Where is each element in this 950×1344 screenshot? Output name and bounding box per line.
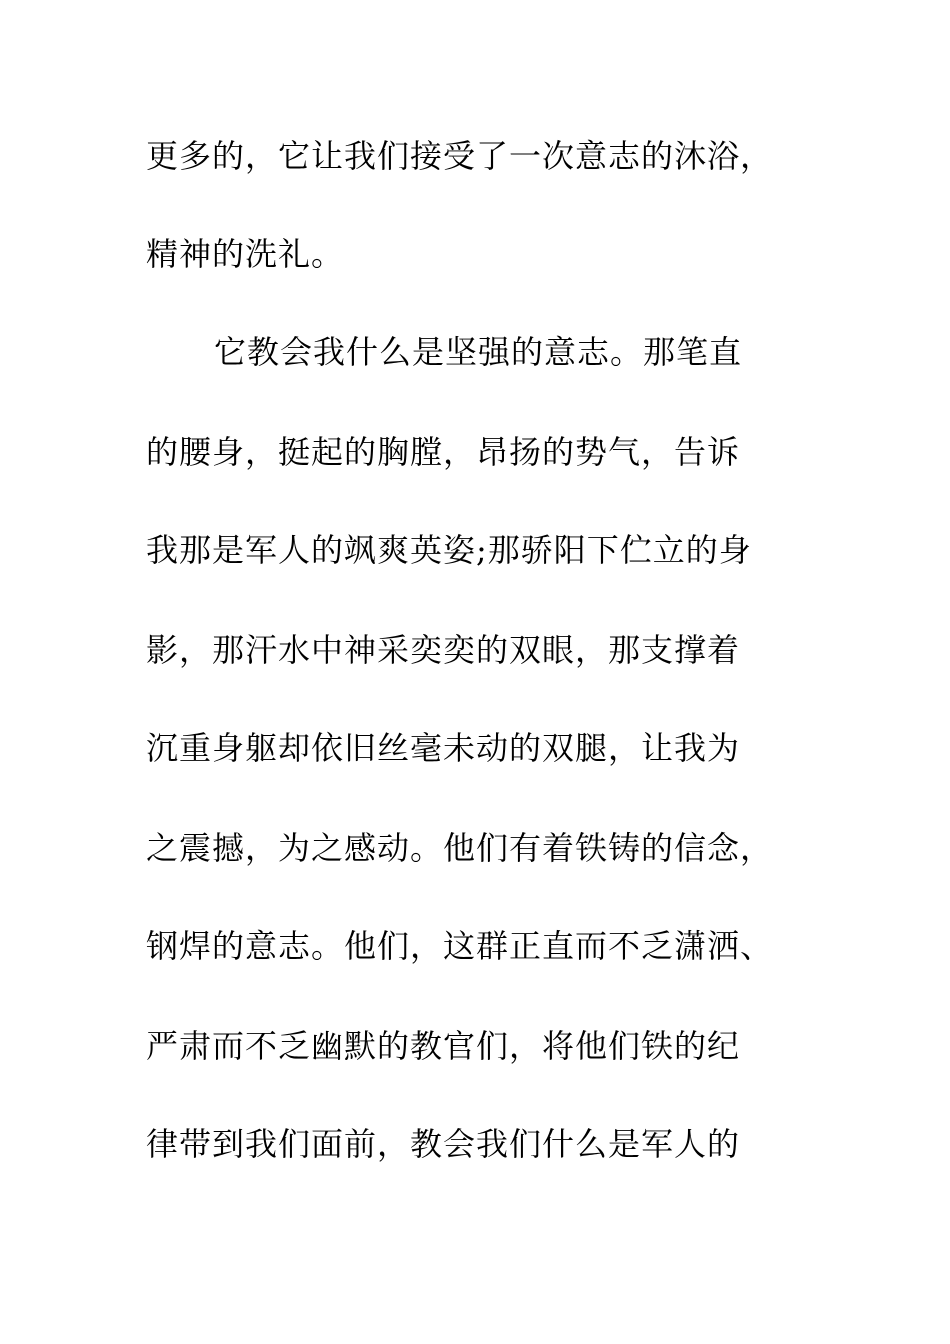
text-line: 我那是军人的飒爽英姿;那骄阳下伫立的身 (146, 531, 752, 569)
text-line: 影，那汗水中神采奕奕的双眼，那支撑着 (146, 631, 741, 669)
text-line: 之震撼，为之感动。他们有着铁铸的信念， (146, 829, 774, 867)
paragraph-start-line: 它教会我什么是坚强的意志。那笔直 (214, 333, 743, 371)
text-line: 的腰身，挺起的胸膛，昂扬的势气，告诉 (146, 433, 741, 471)
text-line: 钢焊的意志。他们，这群正直而不乏潇洒、 (146, 927, 774, 965)
text-line: 精神的洗礼。 (146, 235, 345, 273)
text-line: 沉重身躯却依旧丝毫未动的双腿，让我为 (146, 729, 741, 767)
text-line: 更多的，它让我们接受了一次意志的沐浴， (146, 137, 774, 175)
text-line: 律带到我们面前，教会我们什么是军人的 (146, 1125, 741, 1163)
text-line: 严肃而不乏幽默的教官们，将他们铁的纪 (146, 1027, 741, 1065)
